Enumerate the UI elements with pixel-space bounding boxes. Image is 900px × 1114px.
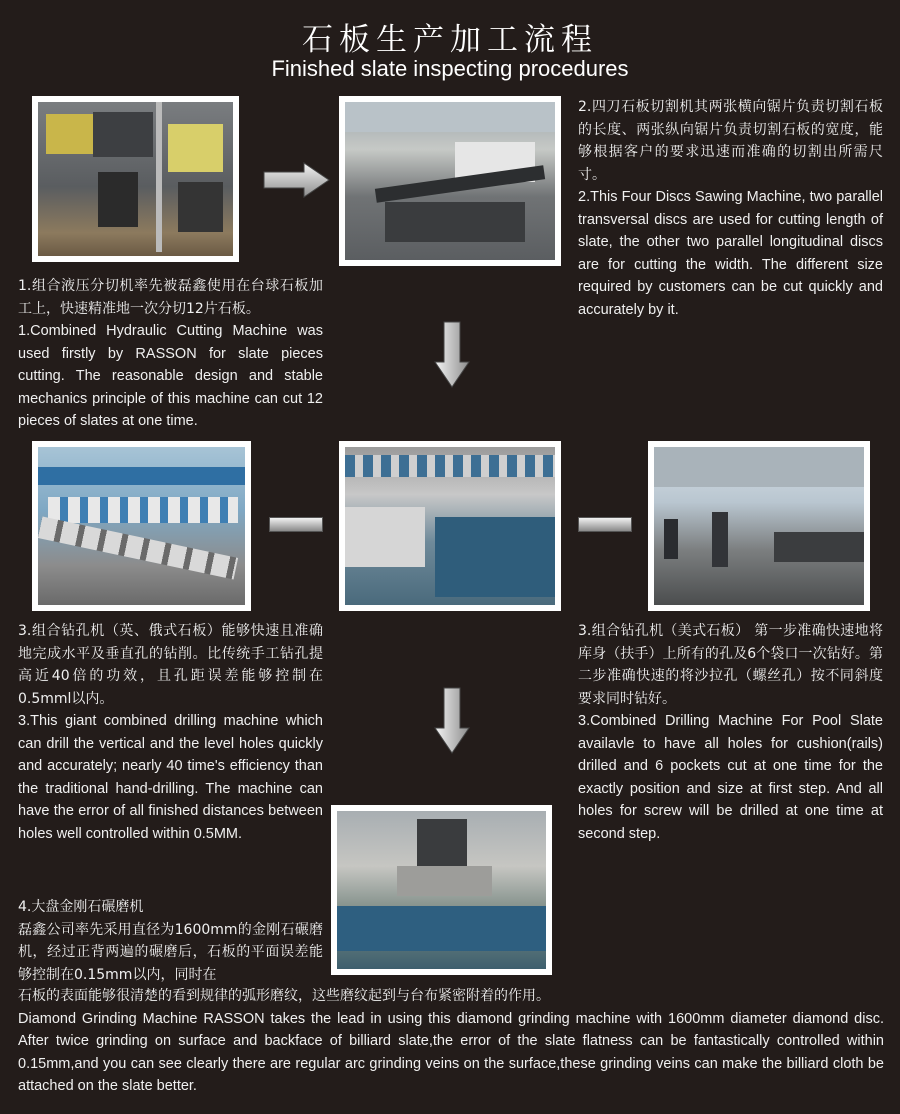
connector-bar-icon bbox=[578, 517, 632, 532]
arrow-down-icon bbox=[432, 320, 472, 390]
photo-diamond-grinding-machine bbox=[331, 805, 552, 975]
connector-bar-icon bbox=[269, 517, 323, 532]
photo-workshop-workers bbox=[648, 441, 870, 611]
step4-text-en: Diamond Grinding Machine RASSON takes the lead in using this diamond grinding machine with 1600mm diameter diamond disc. After twice grinding on surface and backface of billiard slate,the error of the slate flatness can be fantastically controlled within 0.15mm,and you can see clearly there are regular arc grinding veins on the surface,these grinding veins can make the billiard cloth be attached on the slate better. bbox=[18, 1010, 884, 1094]
step3b-text bbox=[578, 620, 883, 845]
page-title-en: Finished slate inspecting procedures bbox=[271, 56, 629, 81]
step3a-text bbox=[18, 620, 323, 845]
step4-title-cn: 4.大盘金刚石碾磨机 bbox=[18, 899, 144, 915]
step1-text bbox=[18, 275, 323, 433]
step3a-text-cn: 3.组合钻孔机（英、俄式石板）能够快速且准确地完成水平及垂直孔的钻削。比传统手工钻孔提高近40倍的功效，且孔距误差能够控制在0.5mml以内。 bbox=[18, 623, 323, 707]
step4-text-cn-top bbox=[18, 896, 323, 986]
page-title-cn: 石板生产加工流程 bbox=[302, 22, 598, 58]
step2-text bbox=[578, 96, 883, 321]
arrow-right-icon bbox=[262, 160, 332, 200]
photo-drilling-machine-a bbox=[32, 441, 251, 611]
step1-text-cn: 1.组合液压分切机率先被磊鑫使用在台球石板加工上，快速精准地一次分切12片石板。 bbox=[18, 278, 323, 317]
photo-drilling-machine-b bbox=[339, 441, 561, 611]
step3b-text-cn: 3.组合钻孔机（美式石板） 第一步准确快速地将库身（扶手）上所有的孔及6个袋口一次钻好。第二步准确快速的将沙拉孔（螺丝孔）按不同斜度要求同时钻好。 bbox=[578, 623, 883, 707]
step1-text-en: 1.Combined Hydraulic Cutting Machine was used firstly by RASSON for slate pieces cutting. The reasonable design and stable mechanics principle of this machine can cut 12 pieces of slates at one time. bbox=[18, 323, 323, 429]
step2-text-cn: 2.四刀石板切割机其两张横向锯片负责切割石板的长度、两张纵向锯片负责切割石板的宽度，能够根据客户的要求迅速而准确的切割出所需尺寸。 bbox=[578, 99, 883, 183]
arrow-down-icon bbox=[432, 686, 472, 756]
step4-text-bottom bbox=[18, 985, 884, 1098]
step4-body-cn: 磊鑫公司率先采用直径为1600mm的金刚石碾磨机，经过正背两遍的碾磨后，石板的平面误差能够控制在0.15mm以内，同时在 bbox=[18, 921, 323, 983]
step3a-text-en: 3.This giant combined drilling machine which can drill the vertical and the level holes quickly and accurately; nearly 40 time's efficiency than the traditional hand-drilling. The machine can have the error of all finished distances between holes well controlled within 0.5MM. bbox=[18, 713, 323, 842]
photo-hydraulic-cutting-machine bbox=[32, 96, 239, 262]
photo-four-discs-sawing-machine bbox=[339, 96, 561, 266]
step4-tail-cn: 石板的表面能够很清楚的看到规律的弧形磨纹，这些磨纹起到与台布紧密附着的作用。 bbox=[18, 988, 550, 1004]
step3b-text-en: 3.Combined Drilling Machine For Pool Slate availavle to have all holes for cushion(rails) drilled and 6 pockets cut at one time for the exactly position and size at first step. And all holes for screw will be drilled at one time at second step. bbox=[578, 713, 883, 842]
step2-text-en: 2.This Four Discs Sawing Machine, two parallel transversal discs are used for cutting length of slate, the other two parallel longitudinal discs are for cutting the width. The different size required by customers can be cut quickly and accurately by it. bbox=[578, 189, 883, 318]
